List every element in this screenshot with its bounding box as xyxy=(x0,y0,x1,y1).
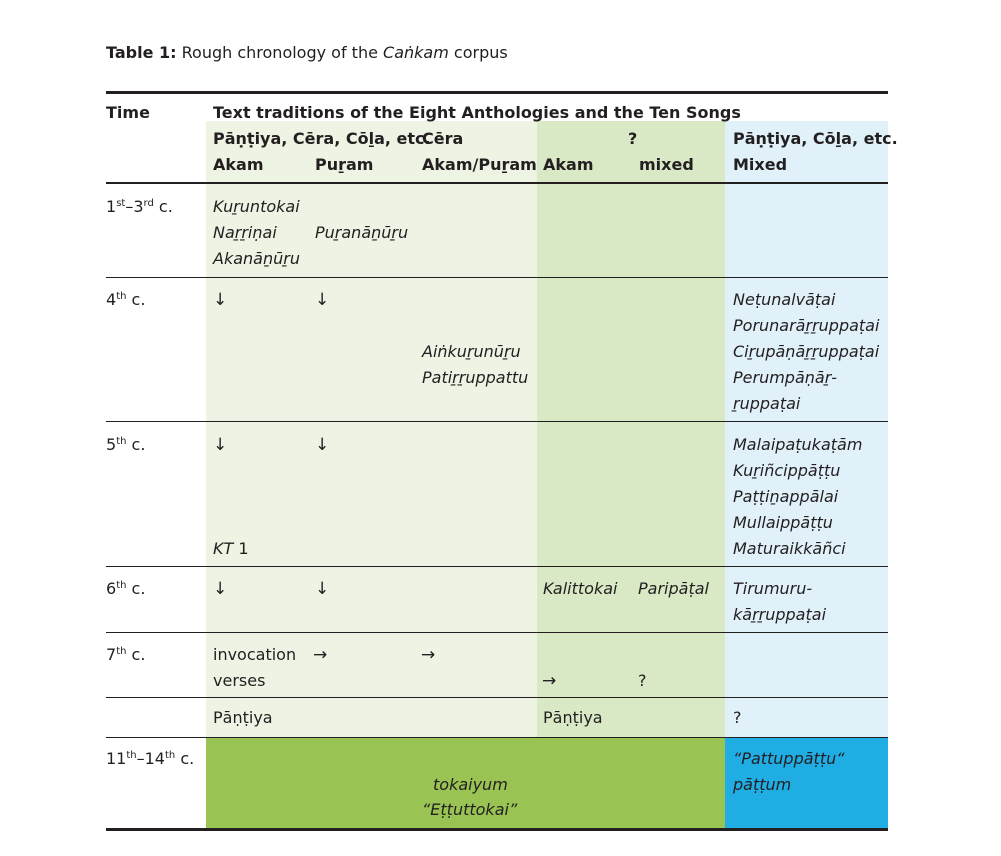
row1-narrinai: Naṟṟiṇai xyxy=(213,223,277,242)
row3-down-arrow-akam: ↓ xyxy=(213,435,228,455)
row-divider-1 xyxy=(106,277,888,278)
header-group-pandiya: Pāṇṭiya, Cēra, Cōḻa, etc. xyxy=(213,129,431,148)
row2-down-arrow-akam: ↓ xyxy=(213,290,228,310)
row5-verses: verses xyxy=(213,671,266,690)
row5-right-arrow-akam: → xyxy=(542,671,557,691)
bg-unknown-columns xyxy=(537,121,725,737)
row2-perumpanar: Perumpāṇāṟ- xyxy=(733,368,838,387)
header-group-cera: Cēra xyxy=(422,129,464,148)
row2-ciruparruppatai: Ciṟupāṇāṟṟuppaṭai xyxy=(733,342,880,361)
header-time: Time xyxy=(106,103,150,122)
header-group-unknown: ? xyxy=(628,129,638,148)
caption-text: Rough chronology of the xyxy=(176,43,384,62)
row3-pattinappalai: Paṭṭiṉappālai xyxy=(733,487,839,506)
caption-title: Caṅkam xyxy=(383,43,449,62)
row4-kalittokai: Kalittokai xyxy=(543,579,618,598)
row6-question: ? xyxy=(733,708,742,727)
row4-down-arrow-akam: ↓ xyxy=(213,579,228,599)
row3-mullaippattu: Mullaippāṭṭu xyxy=(733,513,833,532)
row5-question: ? xyxy=(638,671,647,690)
row2-porunararruppatai: Porunarāṟṟuppaṭai xyxy=(733,316,880,335)
row3-down-arrow-puram: ↓ xyxy=(315,435,330,455)
header-sub-akam-puram: Akam/Puṟam xyxy=(422,155,537,174)
row1-kuruntokai: Kuṟuntokai xyxy=(213,197,300,216)
row4-tirumuru: Tirumuru- xyxy=(733,579,813,598)
row2-ainkurunuru: Aiṅkuṟunūṟu xyxy=(422,342,521,361)
row1-purananuru: Puṟanāṉūṟu xyxy=(315,223,409,242)
bottom-rule xyxy=(106,828,888,831)
row-divider-4 xyxy=(106,632,888,633)
header-sub-puram: Puṟam xyxy=(315,155,374,174)
row6-pandiya-1: Pāṇṭiya xyxy=(213,708,273,727)
header-sub-mixed: mixed xyxy=(639,155,694,174)
row4-paripatal: Paripāṭal xyxy=(638,579,709,598)
row-divider-2 xyxy=(106,421,888,422)
row3-kurincippattu: Kuṟiñcippāṭṭu xyxy=(733,461,841,480)
row2-netunalvatai: Neṭunalvāṭai xyxy=(733,290,836,309)
row4-down-arrow-puram: ↓ xyxy=(315,579,330,599)
row2-patirruppattu: Patiṟṟuppattu xyxy=(422,368,529,387)
table-caption xyxy=(106,40,508,66)
header-sub-akam: Akam xyxy=(213,155,264,174)
caption-suffix: corpus xyxy=(448,43,508,62)
row7-tokaiyum: tokaiyum xyxy=(433,775,508,794)
row3-malaipatukatam: Malaipaṭukaṭām xyxy=(733,435,863,454)
row5-time: 7th c. xyxy=(106,645,146,664)
row3-time: 5th c. xyxy=(106,435,146,454)
row-divider-5 xyxy=(106,697,888,698)
row3-maturaikkanci: Maturaikkāñci xyxy=(733,539,846,558)
row2-time: 4th c. xyxy=(106,290,146,309)
header-rule xyxy=(106,182,888,184)
header-span: Text traditions of the Eight Anthologies and the Ten Songs xyxy=(213,103,741,122)
row4-karruppatai: kāṟṟuppaṭai xyxy=(733,605,827,624)
bg-mixed-column xyxy=(725,121,888,737)
row7-pattum: pāṭṭum xyxy=(733,775,792,794)
row-divider-3 xyxy=(106,566,888,567)
row-divider-6 xyxy=(106,737,888,738)
row4-time: 6th c. xyxy=(106,579,146,598)
row5-right-arrow-puram: → xyxy=(313,645,328,665)
row3-kt1: KT 1 xyxy=(213,539,249,558)
row5-invocation: invocation xyxy=(213,645,297,664)
header-group-mixed: Pāṇṭiya, Cōḻa, etc. xyxy=(733,129,898,148)
row6-pandiya-2: Pāṇṭiya xyxy=(543,708,603,727)
top-rule xyxy=(106,91,888,94)
caption-label: Table 1: xyxy=(106,43,177,62)
row1-time: 1st–3rd c. xyxy=(106,197,173,216)
header-sub-mixed-2: Mixed xyxy=(733,155,788,174)
row7-ettuttokai: “Eṭṭuttokai” xyxy=(422,800,518,819)
row2-ruppatai: ṟuppaṭai xyxy=(733,394,801,413)
row5-right-arrow-cera: → xyxy=(421,645,436,665)
header-sub-akam-2: Akam xyxy=(543,155,594,174)
row1-akananuru: Akanāṉūṟu xyxy=(213,249,300,268)
row7-time: 11th–14th c. xyxy=(106,749,195,768)
row7-pattuppattu: “Pattuppāṭṭu“ xyxy=(733,749,845,768)
row2-down-arrow-puram: ↓ xyxy=(315,290,330,310)
